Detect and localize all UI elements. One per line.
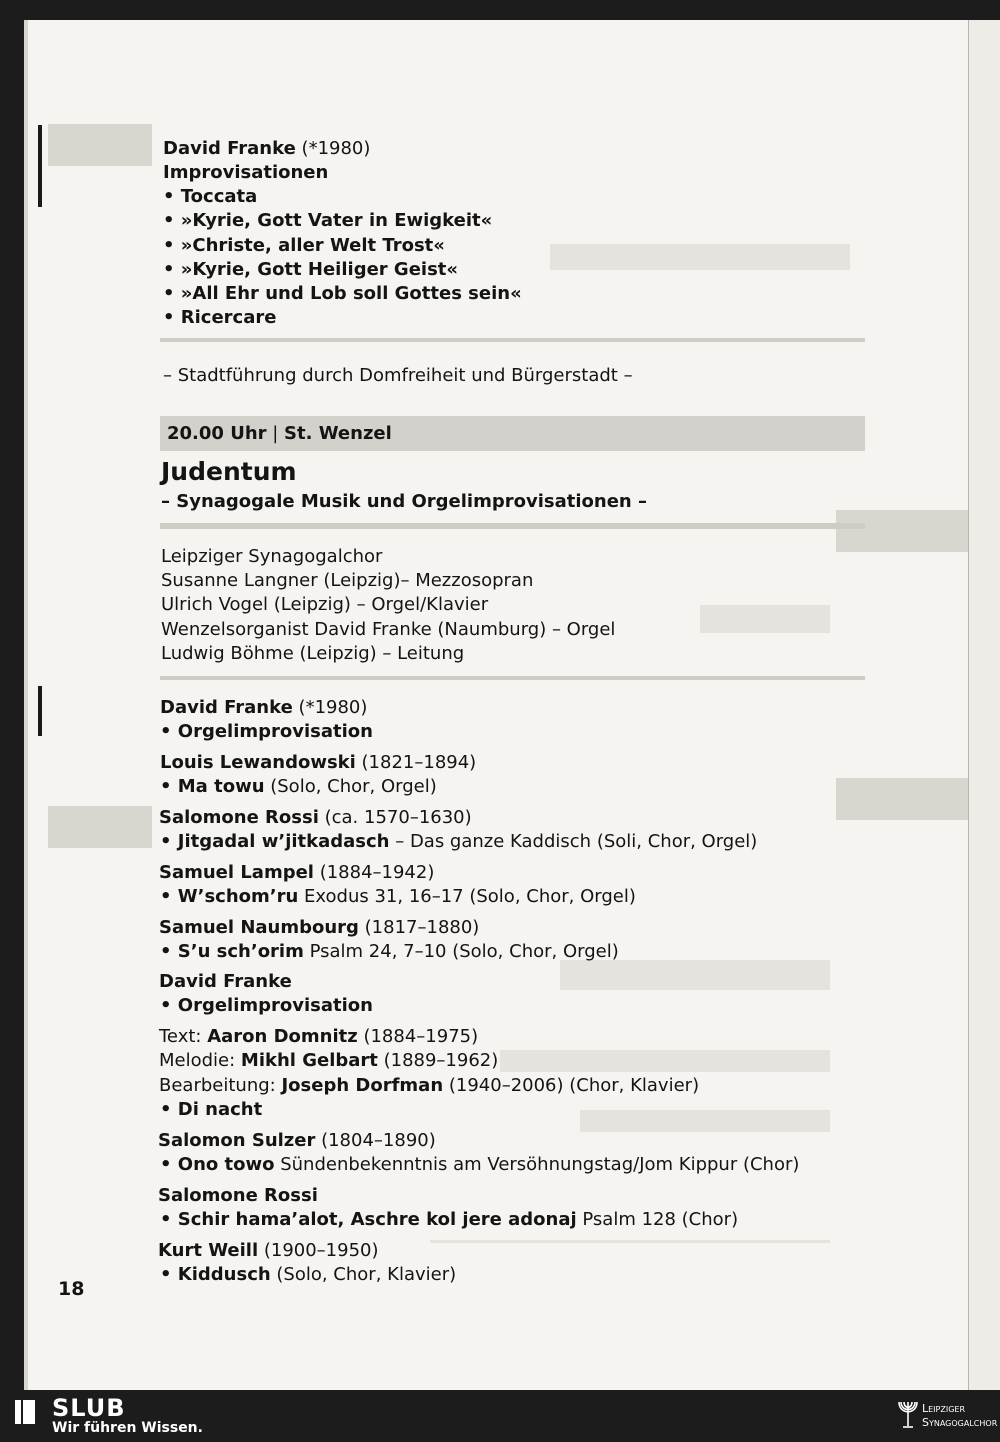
program-line	[163, 258, 458, 282]
bold-text: • Orgelimprovisation	[160, 995, 373, 1016]
bold-text: • Kiddusch	[160, 1264, 271, 1285]
menorah-icon	[898, 1398, 918, 1430]
program-line	[160, 830, 757, 854]
section-rule	[160, 523, 865, 529]
program-line	[160, 940, 619, 964]
bold-text: • Ono towo	[160, 1154, 275, 1175]
text: Psalm 24, 7–10 (Solo, Chor, Orgel)	[303, 941, 619, 962]
text: Sündenbekenntnis am Versöhnungstag/Jom Kippur (Chor)	[274, 1154, 800, 1175]
margin-marker	[38, 686, 42, 736]
bold-text: David Franke	[163, 138, 296, 159]
bleed-bar	[700, 605, 830, 633]
text: Psalm 128 (Chor)	[576, 1209, 739, 1230]
text: Ludwig Böhme (Leipzig) – Leitung	[161, 643, 465, 664]
program-line	[158, 1129, 436, 1153]
bold-text: • W’schom’ru	[160, 886, 299, 907]
program-line	[163, 234, 445, 258]
text: Melodie:	[159, 1050, 241, 1071]
margin-marker	[38, 125, 42, 207]
program-line	[160, 1098, 262, 1122]
text: (Solo, Chor, Klavier)	[270, 1264, 457, 1285]
text: (1821–1894)	[355, 752, 477, 773]
text: (1900–1950)	[258, 1240, 379, 1261]
choir-logo-line2: Synagogalchor	[922, 1416, 998, 1429]
bold-text: • Ma towu	[160, 776, 265, 797]
bold-text: Aaron Domnitz	[207, 1026, 358, 1047]
text: Bearbeitung:	[159, 1075, 282, 1096]
bold-text: David Franke	[159, 971, 292, 992]
program-line	[163, 364, 633, 388]
book-icon	[14, 1398, 36, 1426]
text: (1804–1890)	[315, 1130, 436, 1151]
program-line	[161, 490, 647, 514]
bold-text: • Toccata	[163, 186, 258, 207]
text: (1940–2006) (Chor, Klavier)	[443, 1075, 700, 1096]
bleed-bar	[560, 960, 830, 990]
bleed-bar	[550, 244, 850, 270]
text: Text:	[159, 1026, 208, 1047]
bold-text: Improvisationen	[163, 162, 329, 183]
program-line	[159, 806, 472, 830]
bold-text: 20.00 Uhr	[167, 423, 267, 444]
bold-text: • Ricercare	[163, 307, 277, 328]
program-line	[163, 282, 522, 306]
program-line	[163, 306, 276, 330]
bleed-date-tab	[48, 124, 152, 166]
program-line	[161, 593, 488, 617]
text: – Stadtführung durch Domfreiheit und Bürgerstadt –	[163, 365, 633, 386]
bold-text: Mikhl Gelbart	[240, 1050, 378, 1071]
bold-text: • Schir hama’alot, Aschre kol jere adonaj	[160, 1209, 577, 1230]
text: (1884–1942)	[313, 862, 435, 883]
bold-text: • »Kyrie, Gott Heiliger Geist«	[163, 259, 459, 280]
section-title	[161, 457, 297, 486]
text: (*1980)	[295, 138, 371, 159]
bleed-bar	[580, 1110, 830, 1132]
bold-text: • »Christe, aller Welt Trost«	[163, 235, 445, 256]
bold-text: • Jitgadal w’jitkadasch	[160, 831, 390, 852]
program-line	[159, 1049, 498, 1073]
program-line	[159, 1074, 699, 1098]
program-line	[159, 861, 434, 885]
program-line	[161, 618, 615, 642]
choir-logo-text	[922, 1402, 997, 1430]
program-line	[160, 1208, 738, 1232]
program-line	[160, 720, 373, 744]
program-line	[160, 696, 367, 720]
text: (1817–1880)	[358, 917, 480, 938]
section-rule	[160, 338, 865, 342]
bold-text: Salomone Rossi	[158, 1185, 318, 1206]
bold-text: Joseph Dorfman	[281, 1075, 444, 1096]
footer-bar	[0, 1390, 1000, 1442]
program-line	[161, 545, 382, 569]
bold-text: Samuel Naumbourg	[159, 917, 359, 938]
bleed-bar	[430, 1240, 830, 1243]
bleed-bar	[500, 1050, 830, 1072]
section-rule	[160, 676, 865, 680]
bold-text: Salomon Sulzer	[158, 1130, 316, 1151]
program-line	[163, 137, 370, 161]
text: Susanne Langner (Leipzig)– Mezzosopran	[161, 570, 534, 591]
program-line	[160, 1263, 456, 1287]
program-line	[160, 994, 373, 1018]
program-line	[163, 185, 257, 209]
text: |	[266, 423, 285, 444]
program-line	[158, 1184, 318, 1208]
program-line	[160, 751, 476, 775]
text: Leipziger Synagogalchor	[161, 546, 383, 567]
program-line	[159, 1025, 478, 1049]
program-line	[161, 642, 464, 666]
text: (Solo, Chor, Orgel)	[264, 776, 437, 797]
text: (ca. 1570–1630)	[318, 807, 472, 828]
bold-text: Salomone Rossi	[159, 807, 319, 828]
program-line	[163, 209, 492, 233]
bleed-date-tab	[48, 806, 152, 848]
text: (*1980)	[292, 697, 368, 718]
text: Exodus 31, 16–17 (Solo, Chor, Orgel)	[298, 886, 636, 907]
text: (1889–1962)	[377, 1050, 499, 1071]
program-line	[159, 970, 292, 994]
bold-text: • Orgelimprovisation	[160, 721, 373, 742]
program-line	[163, 161, 328, 185]
bold-text: – Synagogale Musik und Orgelimprovisationen –	[161, 491, 647, 512]
program-line	[158, 1239, 379, 1263]
bold-text: Louis Lewandowski	[160, 752, 356, 773]
choir-logo-line1: Leipziger	[922, 1402, 966, 1415]
bleed-date-tab	[836, 778, 968, 820]
bold-text: Kurt Weill	[158, 1240, 259, 1261]
library-tagline: Wir führen Wissen.	[52, 1420, 203, 1436]
program-line	[160, 775, 437, 799]
page-number: 18	[58, 1278, 85, 1300]
program-line	[160, 885, 636, 909]
program-line	[160, 1153, 799, 1177]
text: Ulrich Vogel (Leipzig) – Orgel/Klavier	[161, 594, 489, 615]
bold-text: Samuel Lampel	[159, 862, 314, 883]
bold-text: David Franke	[160, 697, 293, 718]
bold-text: • »Kyrie, Gott Vater in Ewigkeit«	[163, 210, 493, 231]
bold-text: • Di nacht	[160, 1099, 263, 1120]
program-line	[159, 916, 479, 940]
bold-text: • »All Ehr und Lob soll Gottes sein«	[163, 283, 522, 304]
bleed-date-tab	[836, 510, 968, 552]
library-name: SLUB	[52, 1394, 126, 1422]
text: Judentum	[161, 457, 297, 486]
program-line	[161, 569, 533, 593]
text: (1884–1975)	[357, 1026, 479, 1047]
bold-text: St. Wenzel	[284, 423, 392, 444]
text: Wenzelsorganist David Franke (Naumburg) – Orgel	[161, 619, 616, 640]
bold-text: • S’u sch’orim	[160, 941, 304, 962]
program-line	[167, 422, 392, 446]
text: – Das ganze Kaddisch (Soli, Chor, Orgel)	[389, 831, 758, 852]
